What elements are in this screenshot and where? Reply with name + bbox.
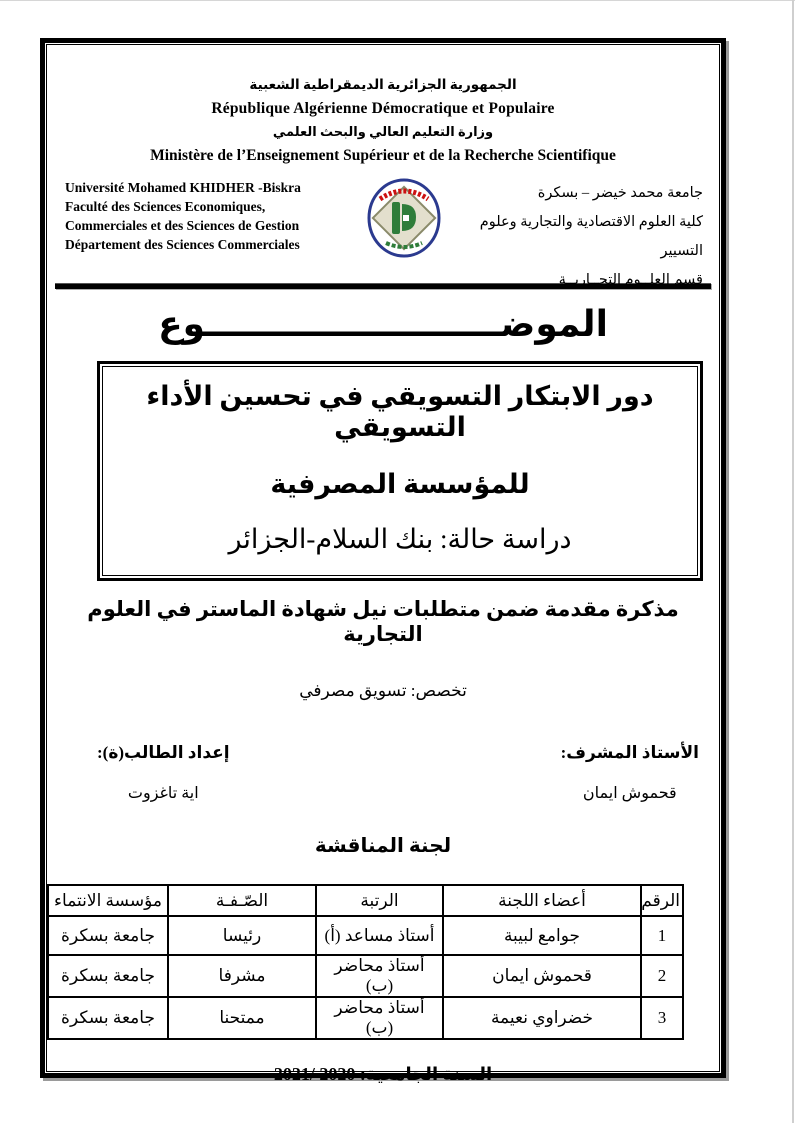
department-name-arabic: قسم العلــوم التجــاريــة [558, 272, 703, 288]
prepared-by-label: إعداد الطالب(ة): [97, 743, 230, 762]
faculty-name-arabic: كلية العلوم الاقتصادية والتجارية وعلوم التسيير [479, 214, 703, 259]
page-edge-top [0, 0, 795, 1]
student-name: اية تاغزوت [127, 785, 199, 802]
col-header-rank: الرتبة [316, 885, 443, 916]
row1-member: جوامع لبيبة [443, 916, 641, 955]
committee-heading: لجنة المناقشة [314, 835, 452, 857]
supervisor-block [561, 743, 699, 803]
table-row [48, 955, 683, 997]
row1-rank: أستاذ مساعد (أ) [316, 916, 443, 955]
page-edge-right [792, 0, 794, 1123]
subject-heading: الموضــــــــــــــــــــــــوع [158, 304, 608, 344]
country-name-french: République Algérienne Démocratique et Populaire [211, 100, 555, 117]
faculty-name-french-2: Commerciales et des Sciences de Gestion [65, 217, 300, 233]
row1-role: رئيسا [168, 916, 316, 955]
row3-rank: أستاذ محاضر (ب) [316, 997, 443, 1039]
department-name-french: Département des Sciences Commerciales [65, 236, 300, 252]
row3-affiliation: جامعة بسكرة [48, 997, 168, 1039]
table-row [48, 997, 683, 1039]
country-name-arabic: الجمهورية الجزائرية الديمقراطية الشعبية [249, 77, 517, 92]
col-header-members: أعضاء اللجنة [443, 885, 641, 916]
row1-affiliation: جامعة بسكرة [48, 916, 168, 955]
row2-number: 2 [641, 955, 683, 997]
row2-role: مشرفا [168, 955, 316, 997]
thesis-title-box-inner [102, 366, 698, 576]
university-info-arabic [453, 177, 703, 295]
faculty-name-french-1: Faculté des Sciences Economiques, [65, 198, 266, 214]
row2-rank: أستاذ محاضر (ب) [316, 955, 443, 997]
col-header-role: الصّـفـة [168, 885, 316, 916]
academic-year-line: السنة الجامعية: 2020 /2021 [273, 1064, 493, 1084]
university-info-french [65, 177, 355, 255]
ministry-name-arabic: وزارة التعليم العالي والبحث العلمي [272, 124, 494, 139]
row3-role: ممتحنا [168, 997, 316, 1039]
thesis-title-line2: للمؤسسة المصرفية [270, 469, 530, 499]
university-logo [356, 177, 452, 261]
thesis-title-line1: دور الابتكار التسويقي في تحسين الأداء التسويقي [146, 381, 654, 442]
table-row [48, 916, 683, 955]
university-logo-icon [358, 177, 450, 261]
thesis-title-box [97, 361, 703, 581]
ministry-name-french: Ministère de l’Enseignement Supérieur et de la Recherche Scientifique [150, 147, 616, 164]
row2-affiliation: جامعة بسكرة [48, 955, 168, 997]
row3-member: خضراوي نعيمة [443, 997, 641, 1039]
university-name-arabic: جامعة محمد خيضر – بسكرة [537, 185, 703, 201]
row3-number: 3 [641, 997, 683, 1039]
people-row [97, 743, 699, 803]
case-study-line: دراسة حالة: بنك السلام-الجزائر [228, 524, 572, 554]
memo-requirement-line: مذكرة مقدمة ضمن متطلبات نيل شهادة الماستر في العلوم التجارية [87, 597, 679, 646]
row2-member: قحموش ايمان [443, 955, 641, 997]
supervisor-label: الأستاذ المشرف: [560, 743, 699, 762]
specialty-line: تخصص: تسويق مصرفي [299, 681, 467, 700]
committee-table [47, 884, 684, 1040]
document-frame [40, 38, 726, 1084]
col-header-number: الرقم [641, 885, 683, 916]
row1-number: 1 [641, 916, 683, 955]
prepared-by-block [97, 743, 230, 803]
university-header-row [47, 177, 719, 288]
document-frame-inner [46, 44, 720, 1084]
table-header-row [48, 885, 683, 916]
col-header-affiliation: مؤسسة الانتماء [48, 885, 168, 916]
university-name-french: Université Mohamed KHIDHER -Biskra [65, 180, 301, 195]
supervisor-name: قحموش ايمان [582, 785, 677, 802]
